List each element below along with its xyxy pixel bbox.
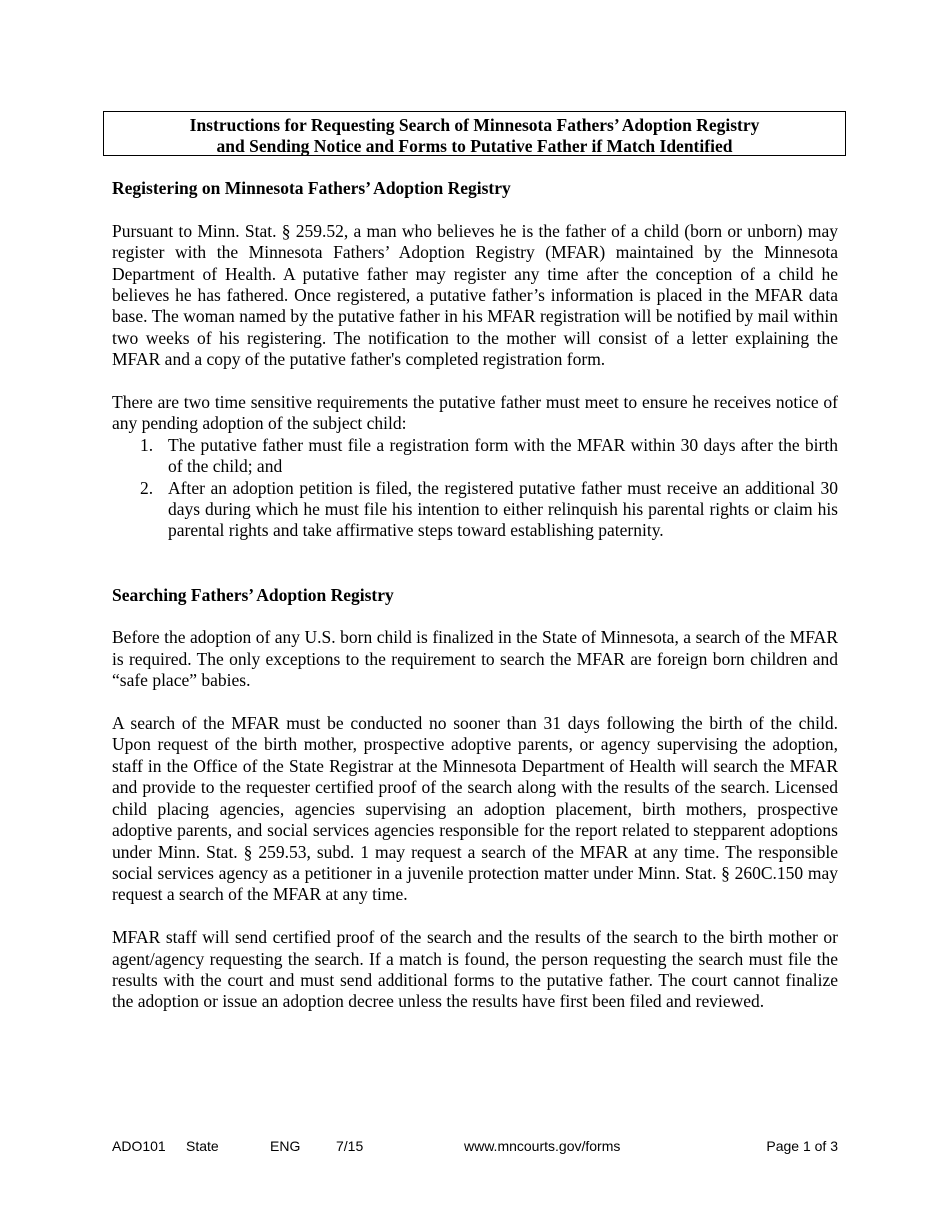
document-body (112, 178, 838, 1013)
requirements-list (112, 435, 838, 542)
paragraph-search-required: Before the adoption of any U.S. born child is finalized in the State of Minnesota, a search of the MFAR is required. The only exceptions to the requirement to search the MFAR are foreign born children and “safe place” babies. (112, 627, 838, 691)
title-line-1: Instructions for Requesting Search of Minnesota Fathers’ Adoption Registry (189, 115, 760, 135)
paragraph-time-requirements: There are two time sensitive requirements the putative father must meet to ensure he receives notice of any pending adoption of the subject child: (112, 392, 838, 434)
section-heading-searching: Searching Fathers’ Adoption Registry (112, 584, 394, 605)
footer-url-link[interactable]: www.mncourts.gov/forms (464, 1138, 621, 1154)
list-item-number: 1. (140, 434, 154, 455)
paragraph-search-results: MFAR staff will send certified proof of the search and the results of the search to the birth mother or agent/agency requesting the search. If a match is found, the person requesting the search must file the results with the court and must send additional forms to the putative father. The court cannot finalize the adoption or issue an adoption decree unless the results have first been filed and reviewed. (112, 927, 838, 1012)
title-line-2: and Sending Notice and Forms to Putative Father if Match Identified (216, 136, 733, 156)
footer-date: 7/15 (336, 1138, 364, 1154)
paragraph-registration-overview: Pursuant to Minn. Stat. § 259.52, a man who believes he is the father of a child (born or unborn) may register with the Minnesota Fathers’ Adoption Registry (MFAR) maintained by the Minnesota Department of Health. A putative father may register any time after the conception of a child he believes he has fathered. Once registered, a putative father’s information is placed in the MFAR data base. The woman named by the putative father in his MFAR registration will be notified by mail within two weeks of his registering. The notification to the mother will consist of a letter explaining the MFAR and a copy of the putative father's completed registration form. (112, 220, 838, 370)
footer-jurisdiction: State (186, 1138, 219, 1154)
list-item (112, 435, 838, 478)
list-item-text: After an adoption petition is filed, the registered putative father must receive an additional 30 days during which he must file his intention to either relinquish his parental rights or claim his parental rights and take affirmative steps toward establishing paternity. (168, 477, 838, 541)
page-footer (112, 1137, 838, 1155)
paragraph-search-timing: A search of the MFAR must be conducted no sooner than 31 days following the birth of the child. Upon request of the birth mother, prospective adoptive parents, or agency supervising the adoption, staff in the Office of the State Registrar at the Minnesota Department of Health will search the MFAR and provide to the requester certified proof of the search along with the results of the search. Licensed child placing agencies, agencies supervising an adoption placement, birth mothers, prospective adoptive parents, and social services agencies responsible for the report related to stepparent adoptions under Minn. Stat. § 259.53, subd. 1 may request a search of the MFAR at any time. The responsible social services agency as a petitioner in a juvenile protection matter under Minn. Stat. § 260C.150 may request a search of the MFAR at any time. (112, 713, 838, 905)
list-item-text: The putative father must file a registration form with the MFAR within 30 days after the birth of the child; and (168, 434, 838, 477)
footer-form-id: ADO101 (112, 1138, 166, 1154)
section-heading-registering: Registering on Minnesota Fathers’ Adoption Registry (112, 178, 511, 198)
footer-page-number: Page 1 of 3 (766, 1138, 838, 1154)
footer-language: ENG (270, 1138, 301, 1154)
list-item-number: 2. (140, 477, 154, 498)
list-item (112, 478, 838, 542)
document-title-box (103, 111, 846, 156)
